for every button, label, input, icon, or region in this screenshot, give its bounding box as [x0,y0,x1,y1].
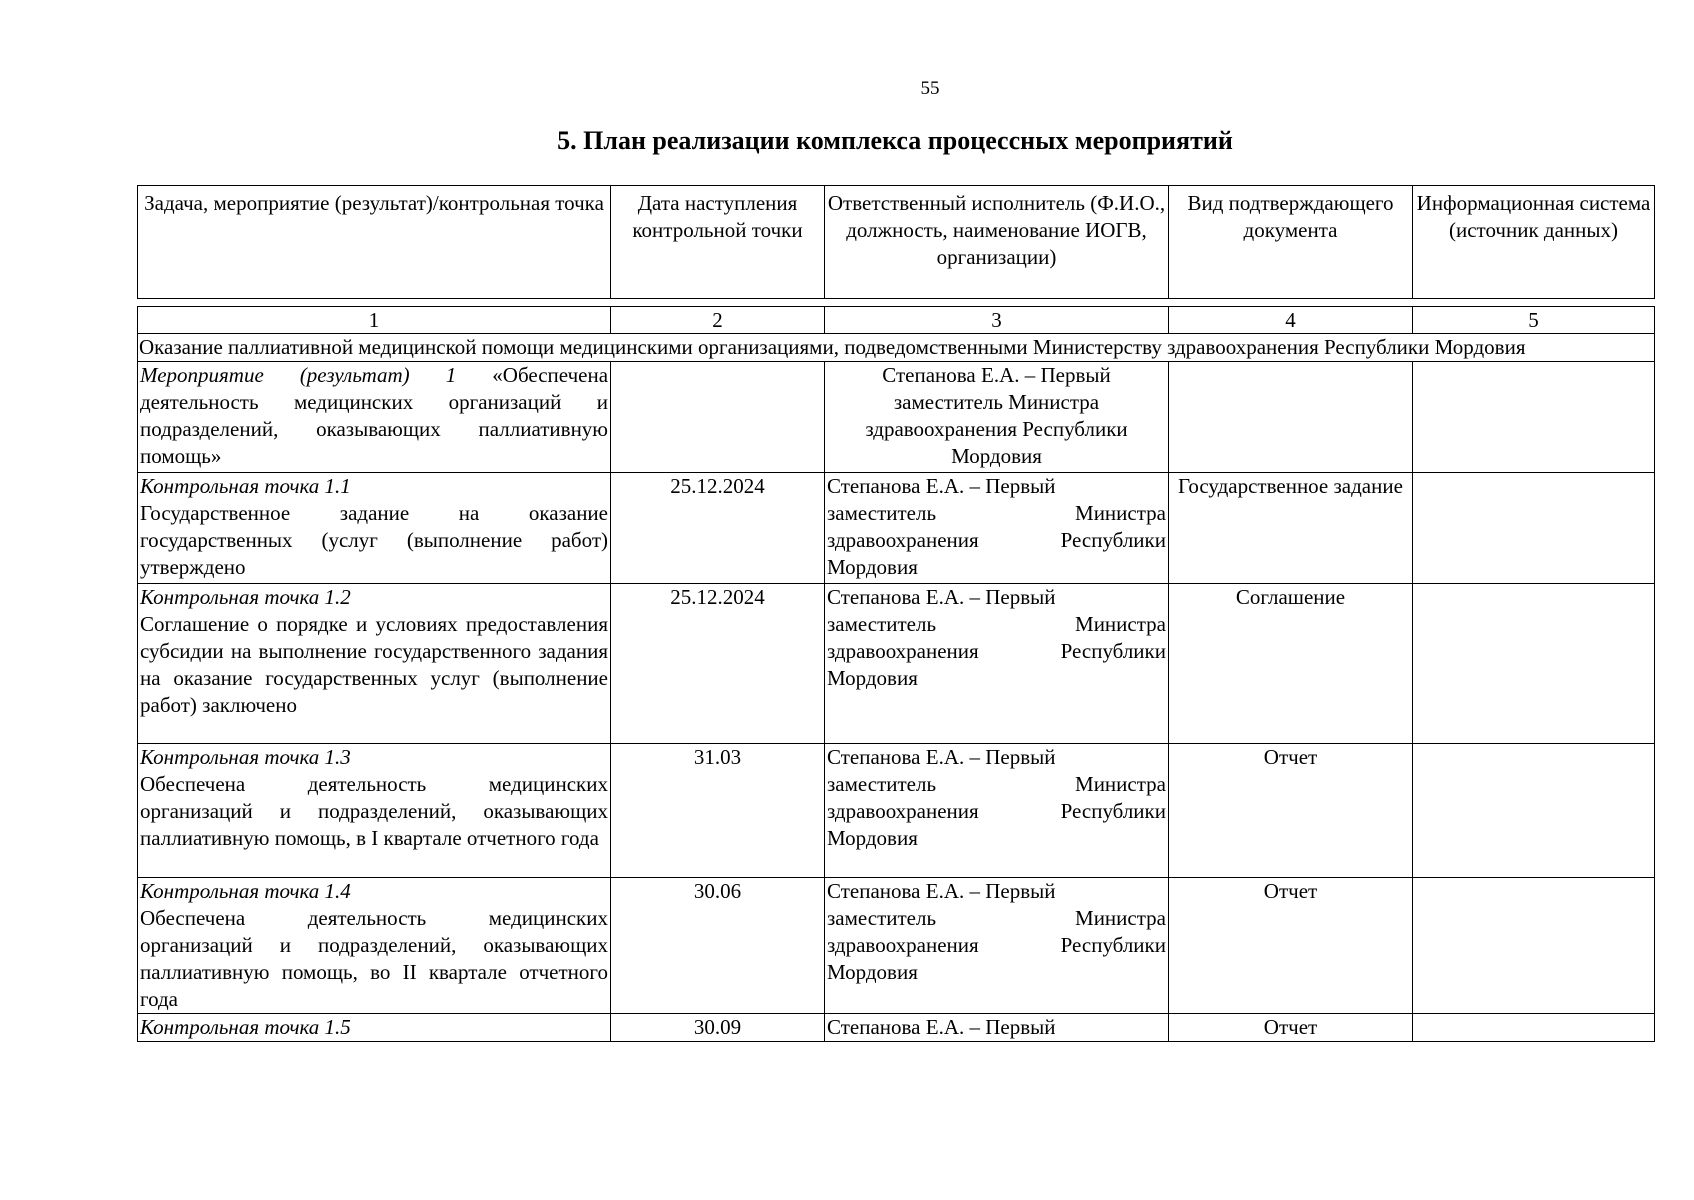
task-text: Обеспечена деятельность медицинских организаций и подразделений, оказывающих паллиативную помощь, во II квартале отчетного года [140,906,608,1011]
task-label: Контрольная точка 1.3 [140,745,351,769]
executor-name: Степанова Е.А. – Первый [882,363,1111,387]
executor-cell [825,362,1169,473]
system-cell [1413,878,1655,1014]
section-title: Оказание паллиативной медицинской помощи медицинскими организациями, подведомственными Министерству здравоохранения Республики Мордовия [138,334,1655,362]
executor-position: заместитель Министра здравоохранения Республики Мордовия [827,501,1166,579]
system-cell [1413,584,1655,744]
task-text: Соглашение о порядке и условиях предоставления субсидии на выполнение государственного задания на оказание государственных услуг (выполнение работ) заключено [140,612,608,717]
column-number: 2 [611,307,825,334]
executor-position: заместитель Министра здравоохранения Республики Мордовия [827,906,1166,984]
task-label: Контрольная точка 1.2 [140,585,351,609]
executor-position: заместитель Министра здравоохранения Республики Мордовия [865,390,1128,468]
document-cell [1169,362,1413,473]
document-cell: Государственное задание [1169,473,1413,584]
task-cell [138,362,611,473]
header-date: Дата наступления контрольной точки [611,186,825,299]
executor-cell [825,473,1169,584]
task-label: Мероприятие (результат) 1 [140,363,457,387]
table-row [138,362,1655,473]
table-row [138,473,1655,584]
task-cell [138,584,611,744]
table-row [138,744,1655,878]
column-number: 1 [138,307,611,334]
task-text: Обеспечена деятельность медицинских организаций и подразделений, оказывающих паллиативную помощь, в I квартале отчетного года [140,772,608,850]
executor-cell [825,878,1169,1014]
table-row [138,584,1655,744]
column-number-row [138,307,1655,334]
page-number: 55 [920,78,940,99]
executor-position: заместитель Министра здравоохранения Республики Мордовия [827,772,1166,850]
column-number: 5 [1413,307,1655,334]
task-cell [138,878,611,1014]
document-cell: Соглашение [1169,584,1413,744]
executor-cell [825,1014,1169,1042]
system-cell [1413,473,1655,584]
task-cell [138,744,611,878]
column-number: 3 [825,307,1169,334]
task-text: Государственное задание на оказание государственных (услуг (выполнение работ) утверждено [140,501,608,579]
date-cell [611,362,825,473]
executor-name: Степанова Е.А. – Первый [827,879,1056,903]
task-label: Контрольная точка 1.5 [140,1015,351,1039]
date-cell: 30.09 [611,1014,825,1042]
executor-position: заместитель Министра здравоохранения Республики Мордовия [827,612,1166,690]
task-cell [138,473,611,584]
system-cell [1413,1014,1655,1042]
executor-cell [825,584,1169,744]
document-cell: Отчет [1169,878,1413,1014]
date-cell: 31.03 [611,744,825,878]
table-row [138,878,1655,1014]
header-system: Информационная система (источник данных) [1413,186,1655,299]
page-title: 5. План реализации комплекса процессных мероприятий [557,126,1233,155]
table-header [137,185,1655,299]
section-row [138,334,1655,362]
document-cell: Отчет [1169,744,1413,878]
date-cell: 30.06 [611,878,825,1014]
column-number: 4 [1169,307,1413,334]
task-text: «Обеспечена деятельность медицинских организаций и подразделений, оказывающих паллиативную помощь» [140,363,609,468]
task-label: Контрольная точка 1.4 [140,879,351,903]
date-cell: 25.12.2024 [611,584,825,744]
table-row [138,1014,1655,1042]
date-cell: 25.12.2024 [611,473,825,584]
system-cell [1413,362,1655,473]
executor-name: Степанова Е.А. – Первый [827,1015,1056,1039]
header-document: Вид подтверждающего документа [1169,186,1413,299]
executor-cell [825,744,1169,878]
table-body [137,306,1655,1042]
header-task: Задача, мероприятие (результат)/контрольная точка [138,186,611,299]
system-cell [1413,744,1655,878]
document-cell: Отчет [1169,1014,1413,1042]
task-cell [138,1014,611,1042]
task-label: Контрольная точка 1.1 [140,474,351,498]
executor-name: Степанова Е.А. – Первый [827,474,1056,498]
header-executor: Ответственный исполнитель (Ф.И.О., должность, наименование ИОГВ, организации) [825,186,1169,299]
executor-name: Степанова Е.А. – Первый [827,745,1056,769]
executor-name: Степанова Е.А. – Первый [827,585,1056,609]
